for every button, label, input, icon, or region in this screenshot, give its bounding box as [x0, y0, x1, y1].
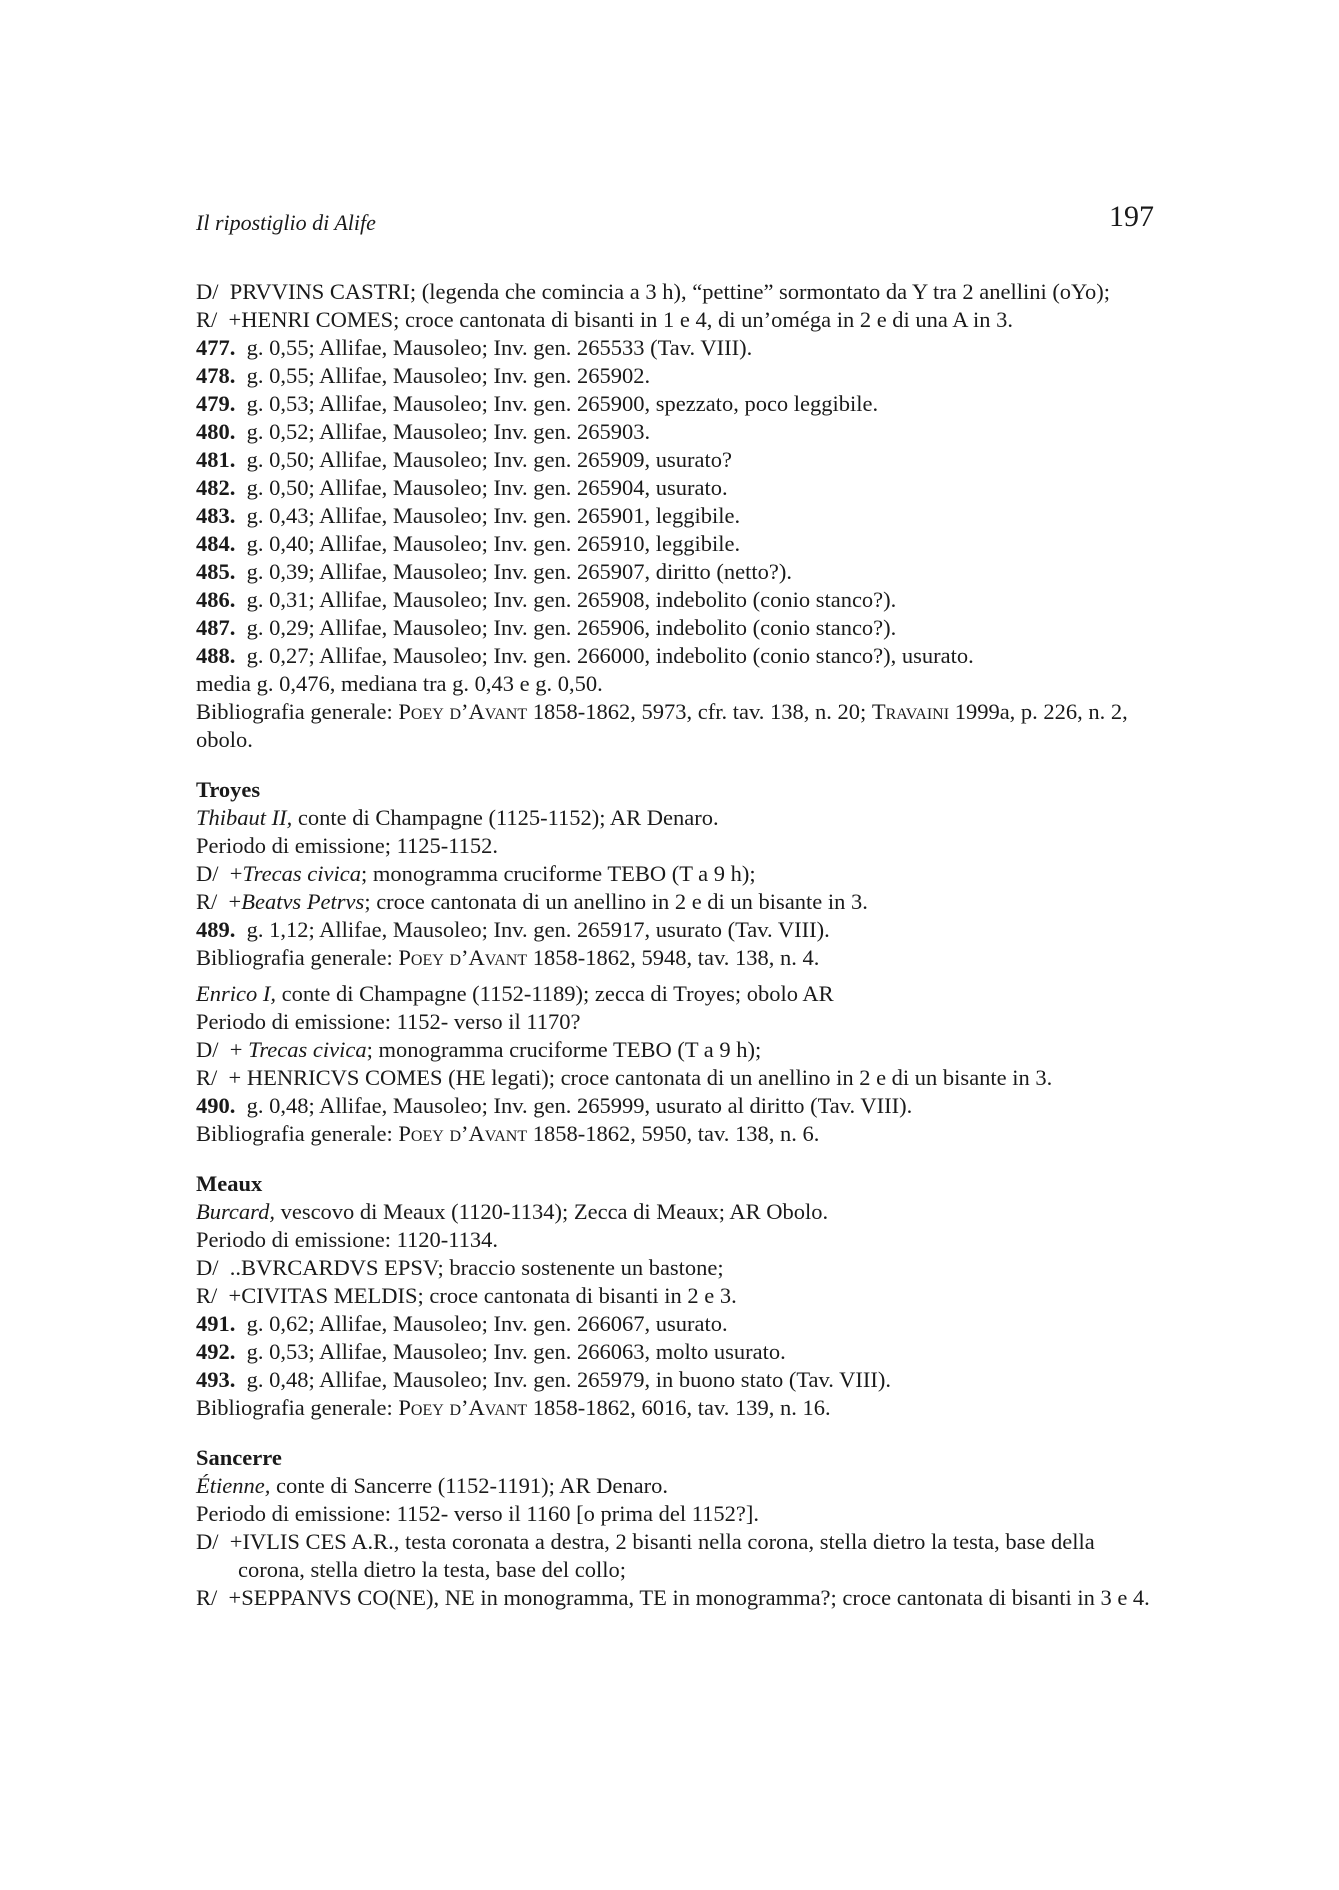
- period-line: Periodo di emissione: 1152- verso il 1160 [o prima del 1152?].: [196, 1501, 760, 1526]
- ruler-line: Enrico I, conte di Champagne (1152-1189); zecca di Troyes; obolo AR: [196, 981, 834, 1006]
- obverse-legend: D/ PRVVINS CASTRI; (legenda che comincia a 3 h), “pettine” sormontato da Y tra 2 anellini (oYo);: [196, 279, 1111, 304]
- coin-entry: 480. g. 0,52; Allifae, Mausoleo; Inv. gen. 265903.: [196, 419, 651, 444]
- period-line: Periodo di emissione: 1152- verso il 1170?: [196, 1009, 581, 1034]
- page-header: [196, 200, 1154, 240]
- coin-entry: 488. g. 0,27; Allifae, Mausoleo; Inv. gen. 266000, indebolito (conio stanco?), usurato.: [196, 643, 974, 668]
- page-body: [196, 278, 1154, 1612]
- coin-entry: 487. g. 0,29; Allifae, Mausoleo; Inv. gen. 265906, indebolito (conio stanco?).: [196, 615, 897, 640]
- obverse-legend: D/ +Trecas civica; monogramma cruciforme TEBO (T a 9 h);: [196, 861, 756, 886]
- coin-entry: 493. g. 0,48; Allifae, Mausoleo; Inv. gen. 265979, in buono stato (Tav. VIII).: [196, 1367, 891, 1392]
- ruler-line: Burcard, vescovo di Meaux (1120-1134); Zecca di Meaux; AR Obolo.: [196, 1199, 829, 1224]
- bibliography: Bibliografia generale: Poey d’Avant 1858-1862, 6016, tav. 139, n. 16.: [196, 1395, 831, 1420]
- section-title: Troyes: [196, 777, 261, 802]
- section-sancerre: [196, 1444, 1154, 1612]
- coin-entry: 479. g. 0,53; Allifae, Mausoleo; Inv. gen. 265900, spezzato, poco leggibile.: [196, 391, 879, 416]
- reverse-legend: R/ + HENRICVS COMES (HE legati); croce cantonata di un anellino in 2 e di un bisante in 3.: [196, 1065, 1053, 1090]
- coin-entry: 490. g. 0,48; Allifae, Mausoleo; Inv. gen. 265999, usurato al diritto (Tav. VIII).: [196, 1093, 913, 1118]
- section-troyes: [196, 776, 1154, 1148]
- obverse-legend: D/ +IVLIS CES A.R., testa coronata a destra, 2 bisanti nella corona, stella dietro la testa, base della corona, stella dietro la testa, base del collo;: [196, 1529, 1095, 1582]
- coin-entry-list: [196, 334, 1154, 670]
- bibliography: Bibliografia generale: Poey d’Avant 1858-1862, 5948, tav. 138, n. 4.: [196, 945, 820, 970]
- period-line: Periodo di emissione: 1120-1134.: [196, 1227, 499, 1252]
- median-line: media g. 0,476, mediana tra g. 0,43 e g. 0,50.: [196, 671, 603, 696]
- coin-entry: 489. g. 1,12; Allifae, Mausoleo; Inv. gen. 265917, usurato (Tav. VIII).: [196, 917, 830, 942]
- coin-entry: 481. g. 0,50; Allifae, Mausoleo; Inv. gen. 265909, usurato?: [196, 447, 732, 472]
- section-title: Meaux: [196, 1171, 263, 1196]
- running-title: Il ripostiglio di Alife: [196, 210, 376, 235]
- reverse-legend: R/ +CIVITAS MELDIS; croce cantonata di bisanti in 2 e 3.: [196, 1283, 737, 1308]
- coin-entry: 477. g. 0,55; Allifae, Mausoleo; Inv. gen. 265533 (Tav. VIII).: [196, 335, 753, 360]
- coin-entry: 482. g. 0,50; Allifae, Mausoleo; Inv. gen. 265904, usurato.: [196, 475, 728, 500]
- reverse-legend: R/ +Beatvs Petrvs; croce cantonata di un anellino in 2 e di un bisante in 3.: [196, 889, 868, 914]
- bibliography: Bibliografia generale: Poey d’Avant 1858-1862, 5973, cfr. tav. 138, n. 20; Travaini 1999a, p. 226, n. 2, obolo.: [196, 699, 1128, 752]
- coin-entry: 478. g. 0,55; Allifae, Mausoleo; Inv. gen. 265902.: [196, 363, 651, 388]
- obverse-legend: D/ ..BVRCARDVS EPSV; braccio sostenente un bastone;: [196, 1255, 724, 1280]
- section-meaux: [196, 1170, 1154, 1422]
- ruler-line: Thibaut II, conte di Champagne (1125-1152); AR Denaro.: [196, 805, 719, 830]
- page-number: 197: [1109, 200, 1154, 233]
- reverse-legend: R/ +SEPPANVS CO(NE), NE in monogramma, TE in monogramma?; croce cantonata di bisanti in 3 e 4.: [196, 1585, 1150, 1610]
- obverse-legend: D/ + Trecas civica; monogramma cruciforme TEBO (T a 9 h);: [196, 1037, 762, 1062]
- bibliography: Bibliografia generale: Poey d’Avant 1858-1862, 5950, tav. 138, n. 6.: [196, 1121, 820, 1146]
- period-line: Periodo di emissione; 1125-1152.: [196, 833, 499, 858]
- coin-entry: 484. g. 0,40; Allifae, Mausoleo; Inv. gen. 265910, leggibile.: [196, 531, 741, 556]
- coin-entry: 483. g. 0,43; Allifae, Mausoleo; Inv. gen. 265901, leggibile.: [196, 503, 741, 528]
- coin-entry: 492. g. 0,53; Allifae, Mausoleo; Inv. gen. 266063, molto usurato.: [196, 1339, 786, 1364]
- coin-entry: 491. g. 0,62; Allifae, Mausoleo; Inv. gen. 266067, usurato.: [196, 1311, 728, 1336]
- section-title: Sancerre: [196, 1445, 282, 1470]
- reverse-legend: R/ +HENRI COMES; croce cantonata di bisanti in 1 e 4, di un’oméga in 2 e di una A in 3.: [196, 307, 1013, 332]
- ruler-line: Étienne, conte di Sancerre (1152-1191); AR Denaro.: [196, 1473, 668, 1498]
- coin-entry: 486. g. 0,31; Allifae, Mausoleo; Inv. gen. 265908, indebolito (conio stanco?).: [196, 587, 897, 612]
- coin-entry: 485. g. 0,39; Allifae, Mausoleo; Inv. gen. 265907, diritto (netto?).: [196, 559, 792, 584]
